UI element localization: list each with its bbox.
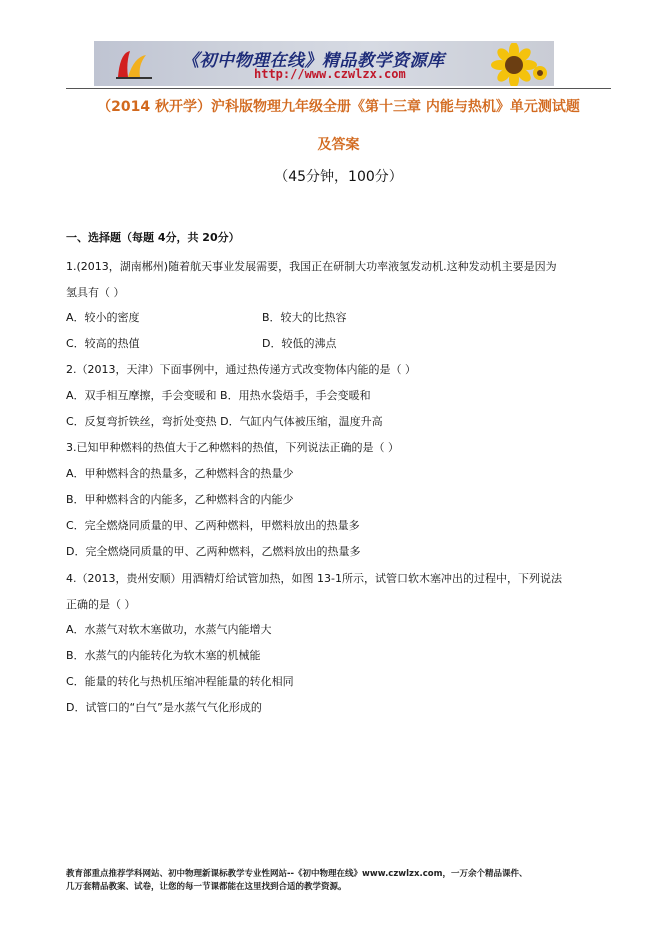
doc-subtitle: （45分钟，100分）	[274, 169, 403, 185]
logo-icon	[114, 47, 154, 81]
question-4-line1: 4.（2013，贵州安顺）用酒精灯给试管加热，如图 13-1所示，试管口软木塞冲出的过程中，下列说法	[66, 572, 562, 585]
footer-line2: 几万套精品教案、试卷，让您的每一节课都能在这里找到合适的教学资源。	[66, 882, 347, 892]
question-1-option-c: C．较高的热值	[66, 337, 140, 350]
doc-title-line1: （2014 秋开学）沪科版物理九年级全册《第十三章 内能与热机》单元测试题	[97, 99, 580, 115]
question-3-option-a: A．甲种燃料含的热量多，乙种燃料含的热量少	[66, 467, 294, 480]
question-1-line1: 1.(2013，湖南郴州)随着航天事业发展需要，我国正在研制大功率液氢发动机.这种发动机主要是因为	[66, 260, 557, 273]
question-2-options-ab: A．双手相互摩擦，手会变暖和 B．用热水袋焐手，手会变暖和	[66, 389, 371, 402]
question-4-option-c: C．能量的转化与热机压缩冲程能量的转化相同	[66, 675, 294, 688]
question-3-option-c: C．完全燃烧同质量的甲、乙两种燃料，甲燃料放出的热量多	[66, 519, 360, 532]
header-banner	[94, 41, 554, 86]
question-3: 3.已知甲种燃料的热值大于乙种燃料的热值，下列说法正确的是（ ）	[66, 441, 399, 454]
banner-url[interactable]: http://www.czwlzx.com	[254, 67, 406, 81]
doc-title-line2: 及答案	[317, 137, 360, 153]
question-3-option-b: B．甲种燃料含的内能多，乙种燃料含的内能少	[66, 493, 294, 506]
question-1-option-a: A．较小的密度	[66, 311, 140, 324]
sunflower-icon	[484, 43, 548, 86]
question-3-option-d: D．完全燃烧同质量的甲、乙两种燃料，乙燃料放出的热量多	[66, 545, 361, 558]
header-rule	[66, 88, 611, 89]
question-4-option-d: D．试管口的“白气”是水蒸气气化形成的	[66, 701, 262, 714]
question-2: 2.（2013，天津）下面事例中，通过热传递方式改变物体内能的是（ ）	[66, 363, 416, 376]
question-1-option-b: B．较大的比热容	[262, 311, 347, 324]
footer-line1: 教育部重点推荐学科网站、初中物理新课标教学专业性网站--《初中物理在线》www.czwlzx.com，一万余个精品课件、	[66, 869, 528, 879]
question-4-option-a: A．水蒸气对软木塞做功，水蒸气内能增大	[66, 623, 272, 636]
banner-title: 《初中物理在线》精品教学资源库	[182, 51, 445, 71]
question-4-line2: 正确的是（ ）	[66, 598, 136, 611]
question-4-option-b: B．水蒸气的内能转化为软木塞的机械能	[66, 649, 261, 662]
question-1-option-d: D．较低的沸点	[262, 337, 337, 350]
question-1-line2: 氢具有（ ）	[66, 286, 125, 299]
question-2-options-cd: C．反复弯折铁丝，弯折处变热 D．气缸内气体被压缩，温度升高	[66, 415, 383, 428]
section-heading: 一、选择题（每题 4分，共 20分）	[66, 231, 240, 244]
